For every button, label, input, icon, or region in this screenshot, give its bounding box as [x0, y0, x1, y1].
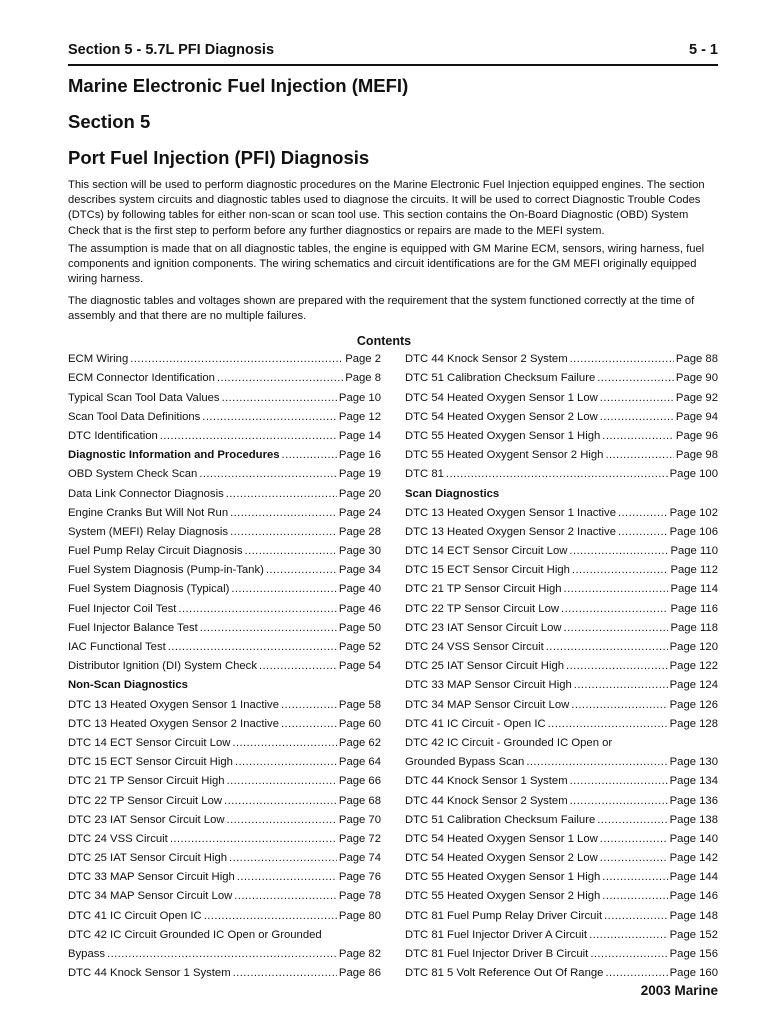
toc-leader-dots [259, 660, 337, 672]
toc-entry-label: DTC 54 Heated Oxygen Sensor 1 Low [405, 832, 598, 845]
toc-entry [68, 634, 381, 653]
toc-entry-page: Page 160 [669, 967, 718, 980]
toc-entry-label: Grounded Bypass Scan [405, 756, 525, 769]
toc-entry-page: Page 60 [338, 717, 381, 730]
toc-leader-dots [561, 603, 668, 615]
toc-entry-page: Page 19 [338, 468, 381, 481]
toc-leader-dots [570, 775, 668, 787]
toc-entry-page: Page 94 [675, 410, 718, 423]
toc-entry [68, 768, 381, 787]
toc-entry-label: DTC 44 Knock Sensor 2 System [405, 794, 568, 807]
toc-leader-dots [266, 564, 337, 576]
toc-entry-label: DTC 51 Calibration Checksum Failure [405, 372, 596, 385]
toc-entry [68, 883, 381, 902]
toc-entry-label: Fuel Pump Relay Circuit Diagnosis [68, 545, 243, 558]
toc-entry-page: Page 126 [669, 698, 718, 711]
toc-entry-page: Page 102 [669, 506, 718, 519]
toc-entry [68, 576, 381, 595]
toc-entry [405, 749, 718, 768]
toc-entry-label: Engine Cranks But Will Not Run [68, 506, 229, 519]
toc-leader-dots [245, 545, 337, 557]
toc-entry [405, 768, 718, 787]
toc-entry-label: DTC 13 Heated Oxygen Sensor 1 Inactive [68, 698, 279, 711]
toc-entry [405, 442, 718, 461]
toc-entry [68, 826, 381, 845]
header-divider [68, 64, 718, 66]
toc-entry-label: DTC 21 TP Sensor Circuit High [68, 775, 225, 788]
toc-entry-page: Page 122 [669, 660, 718, 673]
toc-entry [405, 711, 718, 730]
toc-entry-page: Page 100 [669, 468, 718, 481]
toc-entry [405, 595, 718, 614]
toc-leader-dots [604, 910, 668, 922]
toc-entry-label: DTC 81 Fuel Injector Driver A Circuit [405, 928, 588, 941]
toc-entry [68, 787, 381, 806]
toc-entry-label: DTC 55 Heated Oxygen Sensor 2 High [405, 890, 601, 903]
toc-leader-dots [574, 679, 668, 691]
toc-entry-label: System (MEFI) Relay Diagnosis [68, 525, 229, 538]
toc-entry-label: Fuel System Diagnosis (Pump-in-Tank) [68, 564, 264, 577]
toc-entry [405, 826, 718, 845]
toc-entry-label: DTC 13 Heated Oxygen Sensor 1 Inactive [405, 506, 616, 519]
toc-entry-label: DTC 81 5 Volt Reference Out Of Range [405, 967, 604, 980]
toc-leader-dots [227, 775, 337, 787]
toc-entry [68, 423, 381, 442]
toc-entry-label: DTC 22 TP Sensor Circuit Low [405, 602, 560, 615]
toc-leader-dots [130, 353, 343, 365]
toc-leader-dots [204, 910, 337, 922]
toc-leader-dots [222, 392, 337, 404]
toc-entry [405, 672, 718, 691]
toc-entry-label: DTC 42 IC Circuit - Grounded IC Open or [405, 736, 613, 749]
toc-entry [68, 807, 381, 826]
toc-entry-page: Page 28 [338, 525, 381, 538]
requirements-paragraph: The diagnostic tables and voltages shown are prepared with the requirement that the system functioned correctly at the time of assembly and that there are no multiple failures. [68, 295, 695, 323]
toc-entry [68, 557, 381, 576]
section-title: Section 5 [68, 111, 151, 132]
toc-leader-dots [168, 641, 337, 653]
toc-entry-label: DTC 33 MAP Sensor Circuit High [405, 679, 572, 692]
toc-entry-label: DTC 21 TP Sensor Circuit High [405, 583, 562, 596]
toc-leader-dots [160, 430, 337, 442]
toc-leader-dots [602, 890, 667, 902]
toc-entry-label: DTC 44 Knock Sensor 1 System [68, 967, 231, 980]
toc-entry [68, 941, 381, 960]
toc-entry-page: Page 140 [669, 832, 718, 845]
toc-entry-page: Page 134 [669, 775, 718, 788]
toc-entry [68, 691, 381, 710]
toc-entry-page: Page 128 [669, 717, 718, 730]
toc-entry-label: DTC 22 TP Sensor Circuit Low [68, 794, 223, 807]
toc-leader-dots [570, 353, 674, 365]
toc-entry-label: DTC 23 IAT Sensor Circuit Low [405, 621, 562, 634]
toc-entry [68, 749, 381, 768]
toc-leader-dots [226, 488, 337, 500]
toc-entry-page: Page 16 [338, 449, 381, 462]
toc-entry-label: DTC 24 VSS Sensor Circuit [405, 641, 544, 653]
toc-entry-page: Page 76 [338, 871, 381, 884]
toc-entry-label: DTC 34 MAP Sensor Circuit Low [68, 890, 233, 903]
toc-entry-page: Page 54 [338, 660, 381, 673]
toc-entry [68, 538, 381, 557]
toc-entry-page: Page 92 [675, 391, 718, 404]
toc-entry-label: ECM Wiring [68, 353, 129, 366]
toc-entry [68, 519, 381, 538]
toc-entry [405, 960, 718, 979]
toc-leader-dots [605, 449, 673, 461]
toc-leader-dots [590, 948, 667, 960]
toc-leader-dots [107, 948, 337, 960]
toc-entry-page: Page 2 [345, 353, 381, 366]
toc-entry [68, 442, 381, 461]
toc-entry-page: Page 138 [669, 813, 718, 826]
assumption-paragraph: The assumption is made that on all diagnostic tables, the engine is equipped with GM Marine ECM, sensors, wiring harness, fuel components and ignition components. The wiring schematics and circuit identifications are for the GM MEFI originally equipped wiring harness. [68, 243, 705, 286]
toc-leader-dots [597, 814, 667, 826]
toc-entry-label: Bypass [68, 948, 106, 960]
toc-entry [405, 807, 718, 826]
toc-entry-label: DTC 54 Heated Oxygen Sensor 1 Low [405, 391, 598, 404]
toc-entry [68, 922, 381, 941]
toc-entry-label: DTC 81 Fuel Injector Driver B Circuit [405, 948, 589, 960]
toc-leader-dots [230, 507, 337, 519]
toc-entry-page: Page 72 [338, 832, 381, 845]
toc-entry-page: Page 8 [345, 372, 381, 385]
toc-entry-label: Diagnostic Information and Procedures [68, 449, 280, 462]
toc-leader-dots [224, 795, 337, 807]
toc-leader-dots [170, 833, 337, 845]
toc-leader-dots [178, 603, 336, 615]
toc-entry [405, 461, 718, 480]
toc-entry-page: Page 66 [338, 775, 381, 788]
toc-entry-page: Page 86 [338, 967, 381, 980]
toc-entry-label: DTC 25 IAT Sensor Circuit High [68, 852, 228, 865]
toc-entry-label: DTC Identification [68, 429, 158, 442]
toc-entry-page: Page 14 [338, 429, 381, 442]
toc-leader-dots [526, 756, 667, 768]
toc-entry [68, 365, 381, 384]
toc-leader-dots [602, 430, 674, 442]
toc-leader-dots [566, 660, 668, 672]
toc-entry [68, 730, 381, 749]
toc-entry-page: Page 112 [670, 564, 718, 577]
section-subtitle: Port Fuel Injection (PFI) Diagnosis [68, 147, 370, 168]
toc-entry-label: Fuel Injector Balance Test [68, 621, 198, 634]
toc-entry-label: ECM Connector Identification [68, 372, 215, 385]
toc-leader-dots [589, 929, 668, 941]
toc-entry-label: Non-Scan Diagnostics [68, 679, 188, 692]
toc-leader-dots [600, 833, 668, 845]
toc-leader-dots [234, 890, 337, 902]
toc-entry-label: Typical Scan Tool Data Values [68, 391, 220, 404]
toc-entry [68, 500, 381, 519]
toc-entry-label: IAC Functional Test [68, 641, 166, 653]
toc-entry-label: Fuel Injector Coil Test [68, 602, 177, 615]
toc-entry-label: DTC 54 Heated Oxygen Sensor 2 Low [405, 852, 598, 865]
toc-entry-label: Scan Tool Data Definitions [68, 410, 201, 423]
toc-entry-page: Page 10 [338, 391, 381, 404]
toc-entry-label: DTC 14 ECT Sensor Circuit Low [405, 545, 568, 558]
toc-entry-page: Page 152 [669, 928, 718, 941]
toc-leader-dots [600, 392, 674, 404]
toc-entry-page: Page 116 [670, 602, 718, 615]
toc-entry-page: Page 136 [669, 794, 718, 807]
toc-entry-page: Page 40 [338, 583, 381, 596]
toc-entry [68, 404, 381, 423]
toc-entry [405, 902, 718, 921]
toc-left-column [68, 346, 381, 979]
toc-entry [405, 346, 718, 365]
toc-entry [405, 423, 718, 442]
toc-entry-label: Scan Diagnostics [405, 487, 500, 500]
toc-leader-dots [600, 411, 674, 423]
toc-entry-label: Data Link Connector Diagnosis [68, 487, 224, 500]
toc-entry [405, 883, 718, 902]
toc-entry-page: Page 68 [338, 794, 381, 807]
toc-entry-page: Page 124 [669, 679, 718, 692]
toc-leader-dots [600, 852, 668, 864]
toc-entry-page: Page 114 [670, 583, 718, 596]
toc-entry-page: Page 80 [338, 909, 381, 922]
toc-entry [405, 634, 718, 653]
toc-entry [405, 404, 718, 423]
toc-entry [68, 346, 381, 365]
toc-entry [405, 691, 718, 710]
toc-entry-page: Page 12 [338, 410, 381, 423]
toc-entry-page: Page 130 [669, 756, 718, 769]
toc-entry [68, 595, 381, 614]
toc-entry-page: Page 88 [675, 353, 718, 366]
toc-leader-dots [282, 449, 337, 461]
toc-leader-dots [281, 718, 337, 730]
footer-edition: 2003 Marine [640, 983, 718, 998]
toc-entry-page: Page 144 [669, 871, 718, 884]
toc-leader-dots [227, 814, 337, 826]
toc-entry-page: Page 62 [338, 736, 381, 749]
toc-entry [68, 960, 381, 979]
toc-leader-dots [231, 583, 337, 595]
toc-entry-page: Page 34 [338, 564, 381, 577]
toc-entry [405, 557, 718, 576]
toc-leader-dots [233, 967, 337, 979]
toc-entry-label: DTC 55 Heated Oxygen Sensor 1 High [405, 871, 601, 884]
toc-section-heading [68, 672, 381, 691]
toc-leader-dots [602, 871, 667, 883]
toc-entry-page: Page 52 [338, 641, 381, 653]
toc-entry [405, 576, 718, 595]
toc-entry [405, 864, 718, 883]
toc-entry-page: Page 50 [338, 621, 381, 634]
toc-entry-page: Page 110 [670, 545, 718, 558]
toc-entry-page: Page 30 [338, 545, 381, 558]
toc-entry-label: DTC 44 Knock Sensor 2 System [405, 353, 568, 366]
toc-leader-dots [564, 583, 669, 595]
contents-heading: Contents [356, 334, 412, 348]
toc-leader-dots [281, 699, 337, 711]
document-title: Marine Electronic Fuel Injection (MEFI) [68, 75, 409, 96]
toc-entry [68, 864, 381, 883]
toc-entry-page: Page 82 [338, 948, 381, 960]
toc-entry-page: Page 98 [675, 449, 718, 462]
toc-leader-dots [546, 641, 668, 653]
toc-entry [405, 941, 718, 960]
toc-entry-page: Page 70 [338, 813, 381, 826]
toc-entry [68, 653, 381, 672]
toc-leader-dots [229, 852, 337, 864]
toc-entry-label: DTC 13 Heated Oxygen Sensor 2 Inactive [405, 525, 616, 538]
toc-entry [405, 730, 718, 749]
toc-leader-dots [230, 526, 337, 538]
toc-entry-label: DTC 41 IC Circuit - Open IC [405, 717, 546, 730]
toc-leader-dots [237, 871, 337, 883]
toc-entry [405, 615, 718, 634]
toc-entry-label: DTC 42 IC Circuit Grounded IC Open or Grounded [68, 928, 322, 941]
toc-entry-page: Page 20 [338, 487, 381, 500]
intro-paragraph: This section will be used to perform diagnostic procedures on the Marine Electronic Fuel Injection equipped engines. The section describes system circuits and diagnostic tables used to diagnose the circuits. It will be used to correct Diagnostic Trouble Codes (DTCs) by following tables for either non-scan or scan tool use. This section contains the On-Board Diagnostic (OBD) System Check that is the first step to perform before any further diagnostics or repairs are made to the MEFI system. [68, 179, 705, 237]
toc-leader-dots [202, 411, 337, 423]
toc-leader-dots [199, 468, 337, 480]
toc-entry [405, 500, 718, 519]
toc-entry-label: DTC 55 Heated Oxygen Sensor 1 High [405, 429, 601, 442]
toc-right-column [405, 346, 718, 979]
toc-entry [68, 615, 381, 634]
toc-entry [405, 922, 718, 941]
toc-entry-label: DTC 51 Calibration Checksum Failure [405, 813, 596, 826]
toc-entry [68, 480, 381, 499]
toc-entry-page: Page 74 [338, 852, 381, 865]
toc-entry-label: DTC 41 IC Circuit Open IC [68, 909, 202, 922]
toc-entry-page: Page 64 [338, 756, 381, 769]
toc-entry-label: DTC 34 MAP Sensor Circuit Low [405, 698, 570, 711]
toc-entry-page: Page 24 [338, 506, 381, 519]
toc-entry [405, 845, 718, 864]
toc-entry-label: DTC 55 Heated Oxygent Sensor 2 High [405, 449, 604, 462]
toc-entry [405, 384, 718, 403]
toc-leader-dots [571, 699, 667, 711]
toc-entry-page: Page 148 [669, 909, 718, 922]
section-header-title: Section 5 - 5.7L PFI Diagnosis [68, 42, 275, 58]
toc-leader-dots [618, 507, 668, 519]
toc-entry-label: DTC 15 ECT Sensor Circuit High [68, 756, 233, 769]
toc-entry-page: Page 120 [669, 641, 718, 653]
toc-entry-label: DTC 81 [405, 468, 444, 481]
toc-entry-page: Page 118 [670, 621, 718, 634]
toc-leader-dots [605, 967, 667, 979]
toc-leader-dots [569, 545, 668, 557]
toc-entry-label: DTC 54 Heated Oxygen Sensor 2 Low [405, 410, 598, 423]
toc-entry [68, 711, 381, 730]
toc-entry-label: DTC 23 IAT Sensor Circuit Low [68, 813, 225, 826]
toc-leader-dots [217, 372, 343, 384]
toc-entry [405, 653, 718, 672]
toc-entry-label: Fuel System Diagnosis (Typical) [68, 583, 230, 596]
toc-entry-label: DTC 33 MAP Sensor Circuit High [68, 871, 235, 884]
toc-leader-dots [570, 795, 668, 807]
toc-entry-page: Page 46 [338, 602, 381, 615]
toc-entry [68, 845, 381, 864]
toc-leader-dots [564, 622, 669, 634]
toc-entry-label: Distributor Ignition (DI) System Check [68, 660, 257, 673]
toc-entry-label: DTC 13 Heated Oxygen Sensor 2 Inactive [68, 717, 279, 730]
toc-entry [405, 538, 718, 557]
toc-leader-dots [200, 622, 337, 634]
toc-entry [68, 902, 381, 921]
toc-section-heading [405, 480, 718, 499]
toc-entry [405, 519, 718, 538]
toc-leader-dots [572, 564, 669, 576]
toc-entry-page: Page 156 [669, 948, 718, 960]
toc-entry [405, 365, 718, 384]
running-header [68, 42, 718, 62]
toc-entry [68, 384, 381, 403]
toc-entry-label: DTC 25 IAT Sensor Circuit High [405, 660, 565, 673]
toc-entry-label: OBD System Check Scan [68, 468, 198, 481]
toc-leader-dots [232, 737, 337, 749]
toc-leader-dots [548, 718, 668, 730]
toc-entry-label: DTC 14 ECT Sensor Circuit Low [68, 736, 231, 749]
toc-entry-label: DTC 81 Fuel Pump Relay Driver Circuit [405, 909, 603, 922]
toc-entry-page: Page 58 [338, 698, 381, 711]
toc-entry-label: DTC 44 Knock Sensor 1 System [405, 775, 568, 788]
toc-entry-page: Page 142 [669, 852, 718, 865]
toc-entry-label: DTC 15 ECT Sensor Circuit High [405, 564, 570, 577]
toc-entry-page: Page 96 [675, 429, 718, 442]
toc-entry-page: Page 146 [669, 890, 718, 903]
toc-leader-dots [235, 756, 337, 768]
toc-entry-page: Page 90 [675, 372, 718, 385]
toc-entry-page: Page 78 [338, 890, 381, 903]
toc-entry [68, 461, 381, 480]
toc-entry-label: DTC 24 VSS Circuit [68, 832, 168, 845]
toc-leader-dots [597, 372, 674, 384]
toc-entry-page: Page 106 [669, 525, 718, 538]
toc-leader-dots [618, 526, 668, 538]
page-number: 5 - 1 [688, 42, 718, 58]
toc-entry [405, 787, 718, 806]
toc-leader-dots [446, 468, 668, 480]
